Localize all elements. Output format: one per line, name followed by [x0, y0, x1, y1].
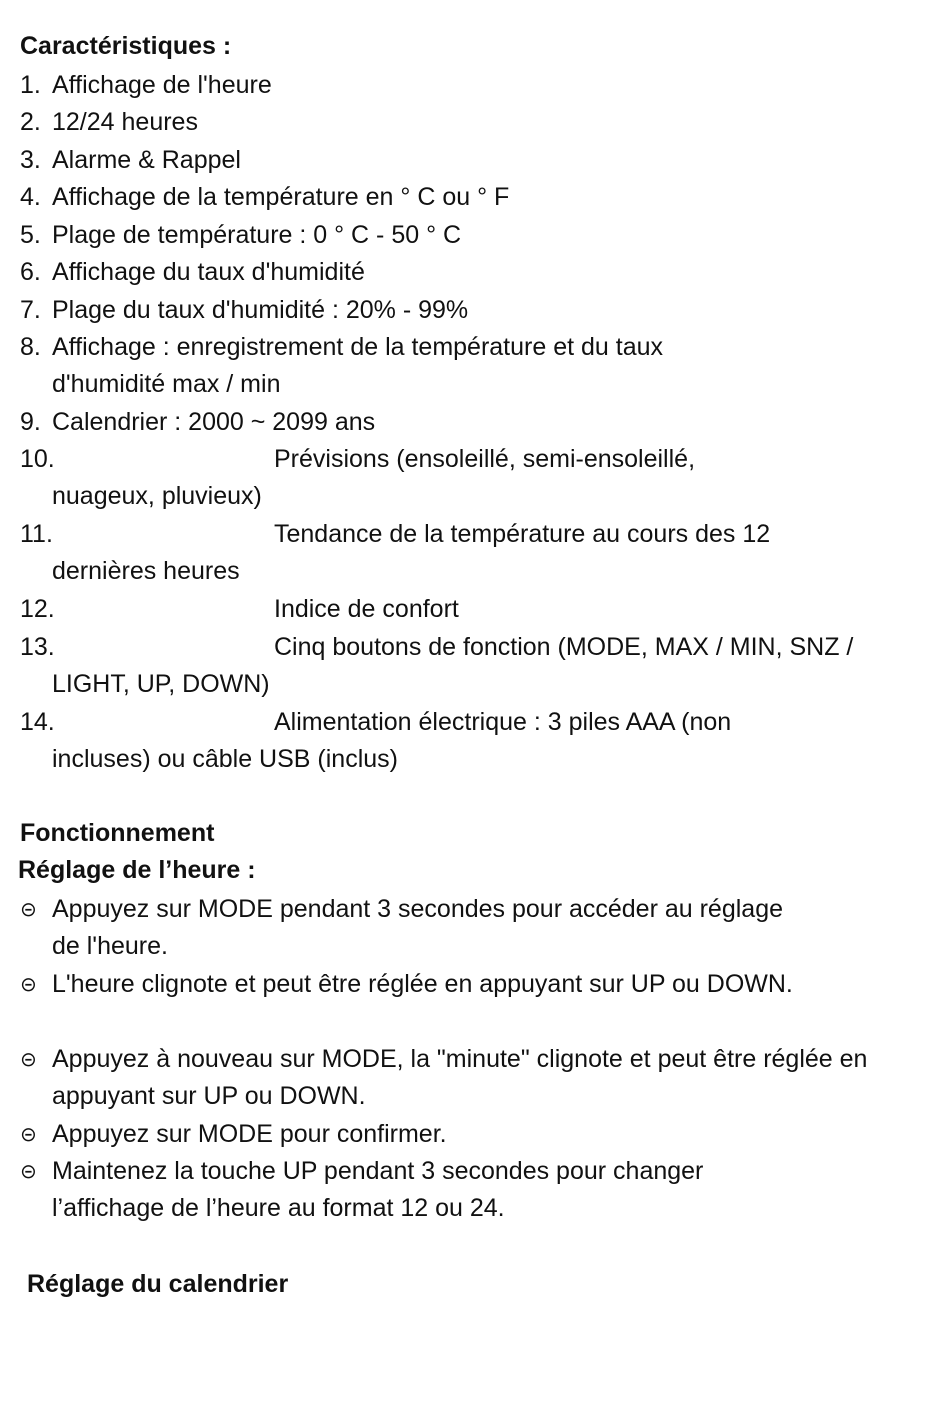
feature-text: Affichage de l'heure	[52, 71, 272, 99]
calendar-setting-heading: Réglage du calendrier	[27, 1270, 289, 1298]
minus-circle-icon: ⊝	[20, 1047, 37, 1071]
feature-item	[20, 179, 920, 216]
time-setting-subheading: Réglage de l’heure :	[18, 856, 256, 884]
instruction-text: L'heure clignote et peut être réglée en appuyant sur UP ou DOWN.	[52, 970, 793, 998]
feature-number: 2.	[20, 108, 41, 136]
feature-text: Alarme & Rappel	[52, 146, 241, 174]
feature-number: 3.	[20, 146, 41, 174]
feature-number: 8.	[20, 333, 41, 361]
feature-text: 12/24 heures	[52, 108, 198, 136]
feature-text: Plage du taux d'humidité : 20% - 99%	[52, 296, 469, 324]
feature-item	[20, 104, 920, 141]
minus-circle-icon: ⊝	[20, 1122, 37, 1146]
feature-text: Tendance de la température au cours des 12 dernières heures	[52, 520, 778, 585]
feature-item	[20, 67, 920, 104]
feature-number: 7.	[20, 296, 41, 324]
instruction-step	[20, 966, 820, 1003]
feature-number: 5.	[20, 221, 41, 249]
features-heading: Caractéristiques :	[20, 32, 232, 60]
feature-item	[20, 254, 920, 291]
instruction-step	[20, 1153, 820, 1227]
feature-number: 1.	[20, 71, 41, 99]
minus-circle-icon: ⊝	[20, 1159, 37, 1183]
feature-text: Plage de température : 0 ° C - 50 ° C	[52, 221, 462, 249]
feature-text: Prévisions (ensoleillé, semi-ensoleillé, nuageux, pluvieux)	[52, 445, 702, 510]
feature-item	[20, 329, 780, 403]
feature-item	[20, 591, 920, 628]
feature-text: Affichage de la température en ° C ou ° F	[52, 183, 510, 211]
instruction-text: Appuyez sur MODE pour confirmer.	[52, 1120, 447, 1148]
feature-number: 13.	[20, 633, 55, 661]
feature-item	[20, 404, 920, 441]
feature-text: Calendrier : 2000 ~ 2099 ans	[52, 408, 376, 436]
feature-text: Affichage : enregistrement de la température et du taux d'humidité max / min	[52, 333, 670, 398]
operation-heading: Fonctionnement	[20, 819, 215, 847]
instruction-text: Appuyez à nouveau sur MODE, la "minute" clignote et peut être réglée en appuyant sur UP ou DOWN.	[52, 1045, 875, 1110]
feature-item	[20, 516, 870, 590]
feature-item	[20, 292, 920, 329]
instruction-step	[20, 1041, 880, 1115]
instruction-text: Maintenez la touche UP pendant 3 secondes pour changer l’affichage de l’heure au format 12 ou 24.	[52, 1157, 711, 1222]
feature-number: 4.	[20, 183, 41, 211]
minus-circle-icon: ⊝	[20, 897, 37, 921]
feature-text: Indice de confort	[274, 595, 459, 623]
feature-item	[20, 217, 920, 254]
feature-number: 10.	[20, 445, 55, 473]
feature-text: Cinq boutons de fonction (MODE, MAX / MIN, SNZ / LIGHT, UP, DOWN)	[52, 633, 861, 698]
feature-item	[20, 704, 820, 778]
instruction-step	[20, 891, 810, 965]
feature-number: 9.	[20, 408, 41, 436]
feature-item	[20, 142, 920, 179]
instruction-text: Appuyez sur MODE pendant 3 secondes pour accéder au réglage de l'heure.	[52, 895, 790, 960]
minus-circle-icon: ⊝	[20, 972, 37, 996]
feature-item	[20, 441, 780, 515]
feature-text: Affichage du taux d'humidité	[52, 258, 365, 286]
feature-number: 14.	[20, 708, 55, 736]
feature-number: 11.	[20, 520, 53, 548]
feature-text: Alimentation électrique : 3 piles AAA (non incluses) ou câble USB (inclus)	[52, 708, 739, 773]
instruction-step	[20, 1116, 920, 1153]
feature-number: 12.	[20, 595, 55, 623]
feature-item	[20, 629, 880, 703]
feature-number: 6.	[20, 258, 41, 286]
